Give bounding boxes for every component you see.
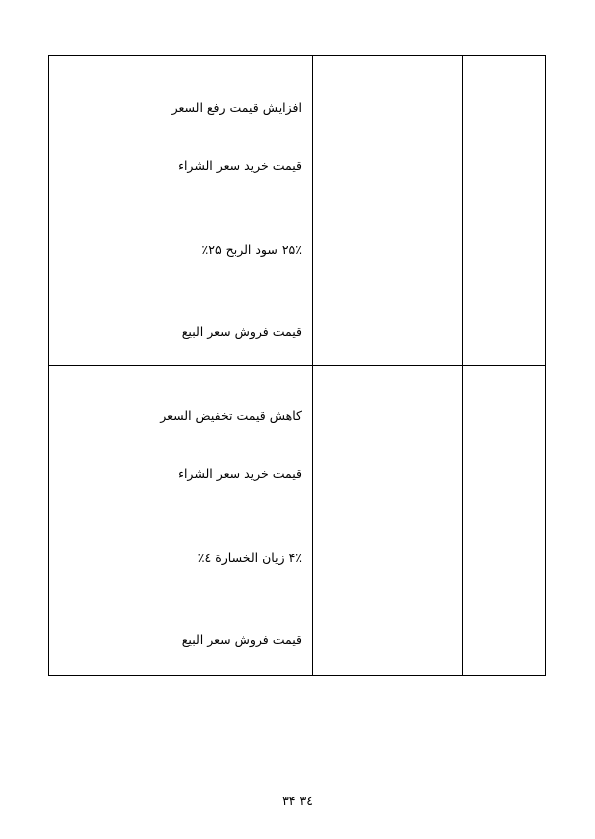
row-2-line-2: قیمت خرید سعر الشراء	[178, 466, 302, 481]
row-1-line-4: قیمت فروش سعر البيع	[181, 324, 302, 339]
row-2-line-1: کاهش قیمت تخفيض السعر	[160, 408, 302, 423]
row-1-line-2: قیمت خرید سعر الشراء	[178, 158, 302, 173]
worksheet-table	[48, 55, 546, 676]
row-1-line-1: افزایش قیمت رفع السعر	[171, 100, 302, 115]
row-2-line-3: ۴٪ زیان الخسارة ٤٪	[197, 550, 302, 565]
row-2-line-4: قیمت فروش سعر البيع	[181, 632, 302, 647]
row-1-line-3: ۲۵٪ سود الربح ۲۵٪	[201, 242, 302, 257]
page-number: ۳۴ ٣٤	[282, 793, 313, 808]
row-divider	[49, 365, 545, 366]
